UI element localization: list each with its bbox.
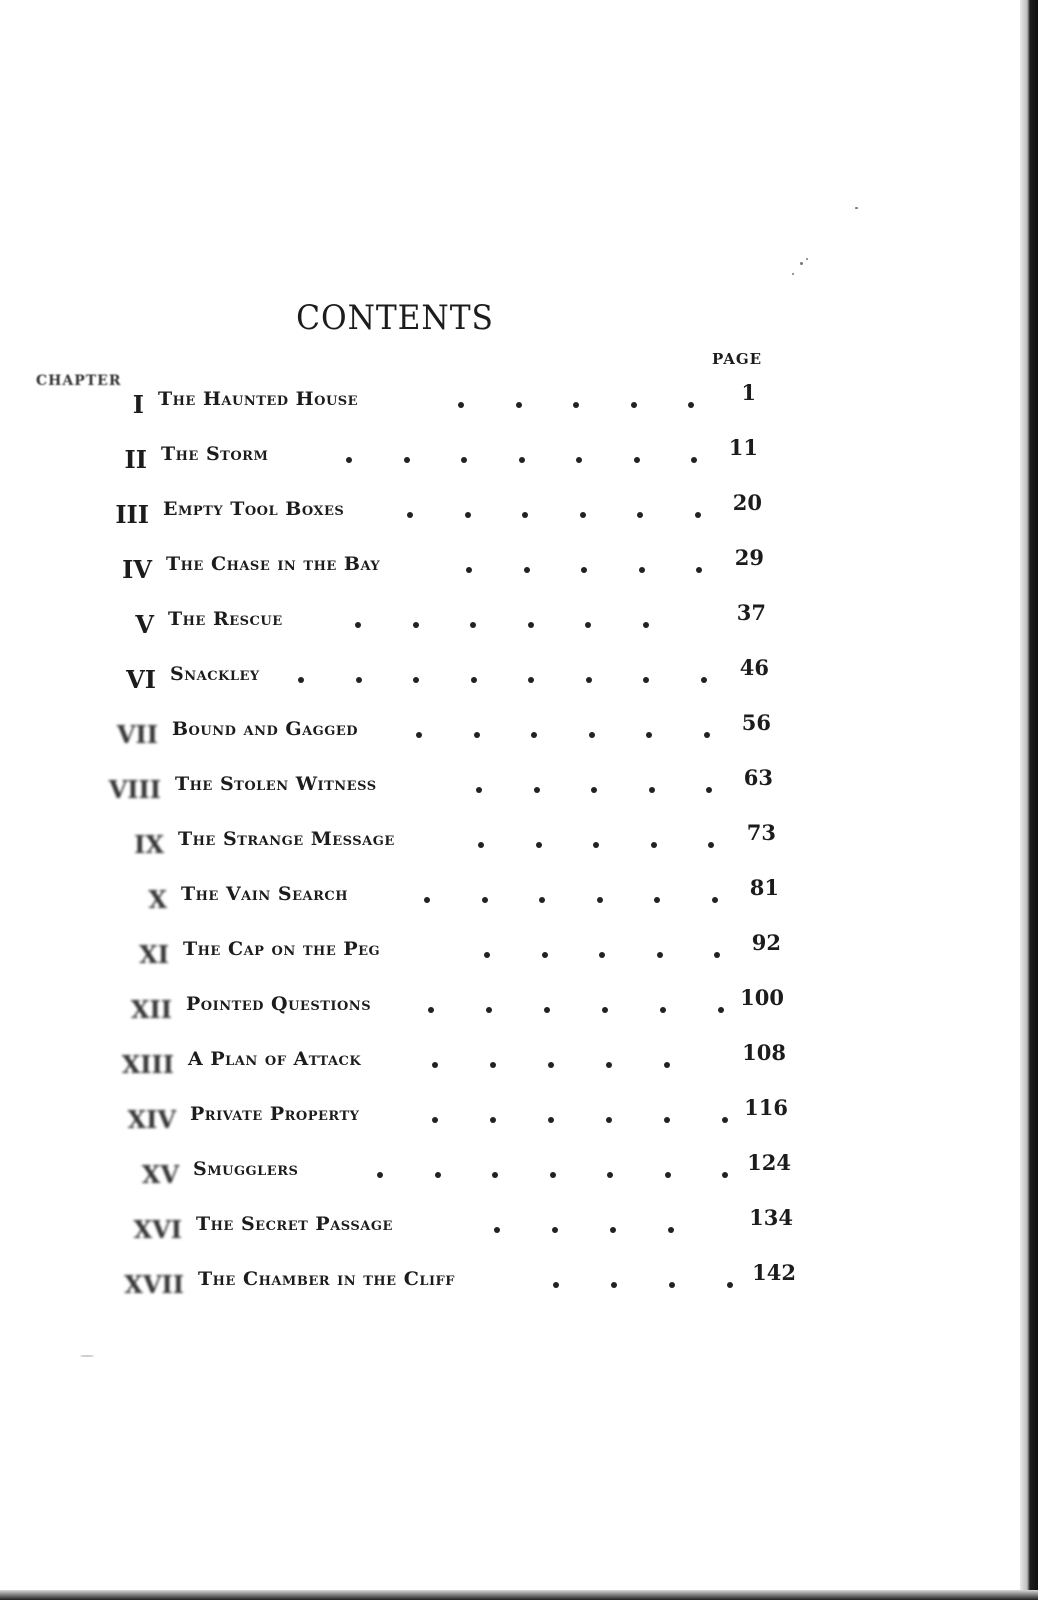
dot-leaders (484, 952, 722, 960)
leader-dot (607, 1172, 613, 1178)
leader-dot (599, 952, 605, 958)
leader-dot (688, 402, 694, 408)
leader-dot (610, 1227, 616, 1233)
chapter-title: Bound and Gagged (172, 718, 359, 740)
leader-dot (544, 1007, 550, 1013)
leader-dot (657, 952, 663, 958)
leader-dot (413, 622, 419, 628)
leader-dot (631, 402, 637, 408)
leader-dot (643, 622, 649, 628)
page-number: 142 (752, 1260, 796, 1285)
chapter-numeral: XI (139, 940, 169, 969)
chapter-title: The Haunted House (158, 388, 359, 410)
page-number: 108 (742, 1040, 786, 1065)
leader-dot (668, 1227, 674, 1233)
chapter-title: The Cap on the Peg (183, 938, 381, 960)
page-column-label: PAGE (712, 350, 763, 368)
toc-entry (115, 490, 762, 536)
page-number: 20 (732, 490, 762, 515)
toc-entry (135, 600, 766, 646)
chapter-title: Private Property (190, 1103, 360, 1125)
leader-dot (458, 402, 464, 408)
leader-dot (416, 732, 422, 738)
leader-dot (649, 787, 655, 793)
leader-dot (355, 622, 361, 628)
leader-dot (486, 1007, 492, 1013)
chapter-title: The Chase in the Bay (166, 553, 381, 575)
leader-dot (606, 1062, 612, 1068)
leader-dot (576, 457, 582, 463)
leader-dot (346, 457, 352, 463)
leader-dot (432, 1117, 438, 1123)
leader-dot (695, 512, 701, 518)
leader-dot (591, 787, 597, 793)
page-number: 92 (751, 930, 781, 955)
leader-dot (581, 567, 587, 573)
chapter-title: Empty Tool Boxes (163, 498, 345, 520)
leader-dot (660, 1007, 666, 1013)
leader-dot (589, 732, 595, 738)
leader-dot (465, 512, 471, 518)
chapter-title: The Secret Passage (196, 1213, 393, 1235)
chapter-numeral: XII (130, 995, 172, 1024)
leader-dot (424, 897, 430, 903)
leader-dot (516, 402, 522, 408)
leader-dot (478, 842, 484, 848)
chapter-title: A Plan of Attack (188, 1048, 362, 1070)
leader-dot (722, 1117, 728, 1123)
leader-dot (602, 1007, 608, 1013)
leader-dot (606, 1117, 612, 1123)
leader-dot (466, 567, 472, 573)
leader-dot (651, 842, 657, 848)
dot-leaders (355, 622, 706, 630)
leader-dot (586, 677, 592, 683)
dot-leaders (476, 787, 715, 795)
toc-entry (134, 820, 776, 866)
chapter-numeral: V (135, 610, 154, 639)
dot-leaders (428, 1007, 726, 1015)
toc-entry (148, 875, 779, 921)
toc-entry (121, 1040, 786, 1086)
leader-dot (461, 457, 467, 463)
leader-dot (492, 1172, 498, 1178)
toc-entry (108, 765, 773, 811)
leader-dot (519, 457, 525, 463)
dot-leaders (424, 897, 720, 905)
leader-dot (494, 1227, 500, 1233)
page-number: 116 (744, 1095, 788, 1120)
toc-entry (133, 1205, 793, 1251)
toc-entry (116, 710, 771, 756)
chapter-numeral: III (115, 500, 149, 529)
leader-dot (704, 732, 710, 738)
leader-dot (435, 1172, 441, 1178)
chapter-numeral: VII (116, 720, 158, 749)
leader-dot (696, 567, 702, 573)
chapter-title: Snackley (170, 663, 260, 685)
leader-dot (536, 842, 542, 848)
leader-dot (718, 1007, 724, 1013)
leader-dot (706, 787, 712, 793)
dot-leaders (416, 732, 713, 740)
page-number: 100 (740, 985, 784, 1010)
chapter-title: The Chamber in the Cliff (198, 1268, 456, 1290)
chapter-title: The Vain Search (181, 883, 349, 905)
dot-leaders (432, 1062, 728, 1070)
chapter-title: The Storm (161, 443, 269, 465)
toc-entry (139, 930, 781, 976)
leader-dot (580, 512, 586, 518)
page-number: 73 (746, 820, 776, 845)
leader-dot (476, 787, 482, 793)
leader-dot (531, 732, 537, 738)
page-number: 29 (734, 545, 764, 570)
leader-dot (550, 1172, 556, 1178)
leader-dot (482, 897, 488, 903)
chapter-title: Pointed Questions (186, 993, 372, 1015)
leader-dot (432, 1062, 438, 1068)
chapter-numeral: VI (126, 665, 156, 694)
leader-dot (708, 842, 714, 848)
leader-dot (298, 677, 304, 683)
toc-entry (124, 435, 758, 481)
leader-dot (669, 1282, 675, 1288)
chapter-numeral: VIII (108, 775, 161, 804)
chapter-column-label: CHAPTER (36, 373, 122, 389)
leader-dot (413, 677, 419, 683)
chapter-numeral: XIII (121, 1050, 174, 1079)
leader-dot (573, 402, 579, 408)
leader-dot (597, 897, 603, 903)
dot-leaders (346, 457, 701, 465)
leader-dot (470, 622, 476, 628)
leader-dot (611, 1282, 617, 1288)
dot-leaders (377, 1172, 730, 1180)
dot-leaders (466, 567, 705, 575)
dot-leaders (298, 677, 709, 685)
leader-dot (471, 677, 477, 683)
leader-dot (528, 677, 534, 683)
leader-dot (534, 787, 540, 793)
leader-dot (490, 1062, 496, 1068)
toc-entry (126, 655, 769, 701)
dot-leaders (432, 1117, 730, 1125)
dot-leaders (478, 842, 718, 850)
page-number: 37 (736, 600, 766, 625)
leader-dot (490, 1117, 496, 1123)
chapter-numeral: XVI (133, 1215, 182, 1244)
leader-dot (548, 1062, 554, 1068)
chapter-numeral: XIV (127, 1105, 176, 1134)
leader-dot (701, 677, 707, 683)
leader-dot (528, 622, 534, 628)
chapter-title: The Rescue (168, 608, 283, 630)
toc-entry (132, 380, 756, 426)
chapter-title: The Strange Message (178, 828, 395, 850)
toc-entry (127, 1095, 788, 1141)
leader-dot (377, 1172, 383, 1178)
leader-dot (522, 512, 528, 518)
leader-dot (714, 952, 720, 958)
leader-dot (356, 677, 362, 683)
chapter-numeral: IV (122, 555, 152, 584)
chapter-title: The Stolen Witness (175, 773, 377, 795)
chapter-numeral: I (132, 390, 144, 419)
chapter-numeral: XVII (124, 1270, 184, 1299)
leader-dot (634, 457, 640, 463)
leader-dot (727, 1282, 733, 1288)
page-number: 81 (749, 875, 779, 900)
leader-dot (548, 1117, 554, 1123)
leader-dot (552, 1227, 558, 1233)
leader-dot (484, 952, 490, 958)
toc-entry (141, 1150, 791, 1196)
leader-dot (722, 1172, 728, 1178)
leader-dot (665, 1172, 671, 1178)
leader-dot (664, 1062, 670, 1068)
page-number: 46 (739, 655, 769, 680)
toc-entry (124, 1260, 796, 1306)
leader-dot (474, 732, 480, 738)
chapter-title: Smugglers (193, 1158, 299, 1180)
leader-dot (643, 677, 649, 683)
leader-dot (639, 567, 645, 573)
dot-leaders (407, 512, 702, 520)
leader-dot (553, 1282, 559, 1288)
toc-entry (122, 545, 764, 591)
dot-leaders (458, 402, 698, 410)
dot-leaders (553, 1282, 736, 1290)
leader-dot (654, 897, 660, 903)
chapter-numeral: II (124, 445, 147, 474)
leader-dot (407, 512, 413, 518)
leader-dot (637, 512, 643, 518)
leader-dot (691, 457, 697, 463)
leader-dot (404, 457, 410, 463)
leader-dot (664, 1117, 670, 1123)
page-number: 11 (728, 435, 758, 460)
page-number: 124 (747, 1150, 791, 1175)
page-number: 56 (741, 710, 771, 735)
chapter-numeral: X (148, 885, 167, 914)
toc-entry (130, 985, 784, 1031)
leader-dot (524, 567, 530, 573)
page-number: 63 (743, 765, 773, 790)
page-number: 1 (741, 380, 756, 405)
leader-dot (593, 842, 599, 848)
page-number: 134 (749, 1205, 793, 1230)
leader-dot (428, 1007, 434, 1013)
chapter-numeral: IX (134, 830, 164, 859)
leader-dot (646, 732, 652, 738)
leader-dot (542, 952, 548, 958)
leader-dot (539, 897, 545, 903)
chapter-numeral: XV (141, 1160, 179, 1189)
leader-dot (712, 897, 718, 903)
leader-dot (585, 622, 591, 628)
contents-heading: CONTENTS (296, 297, 494, 338)
dot-leaders (494, 1227, 732, 1235)
